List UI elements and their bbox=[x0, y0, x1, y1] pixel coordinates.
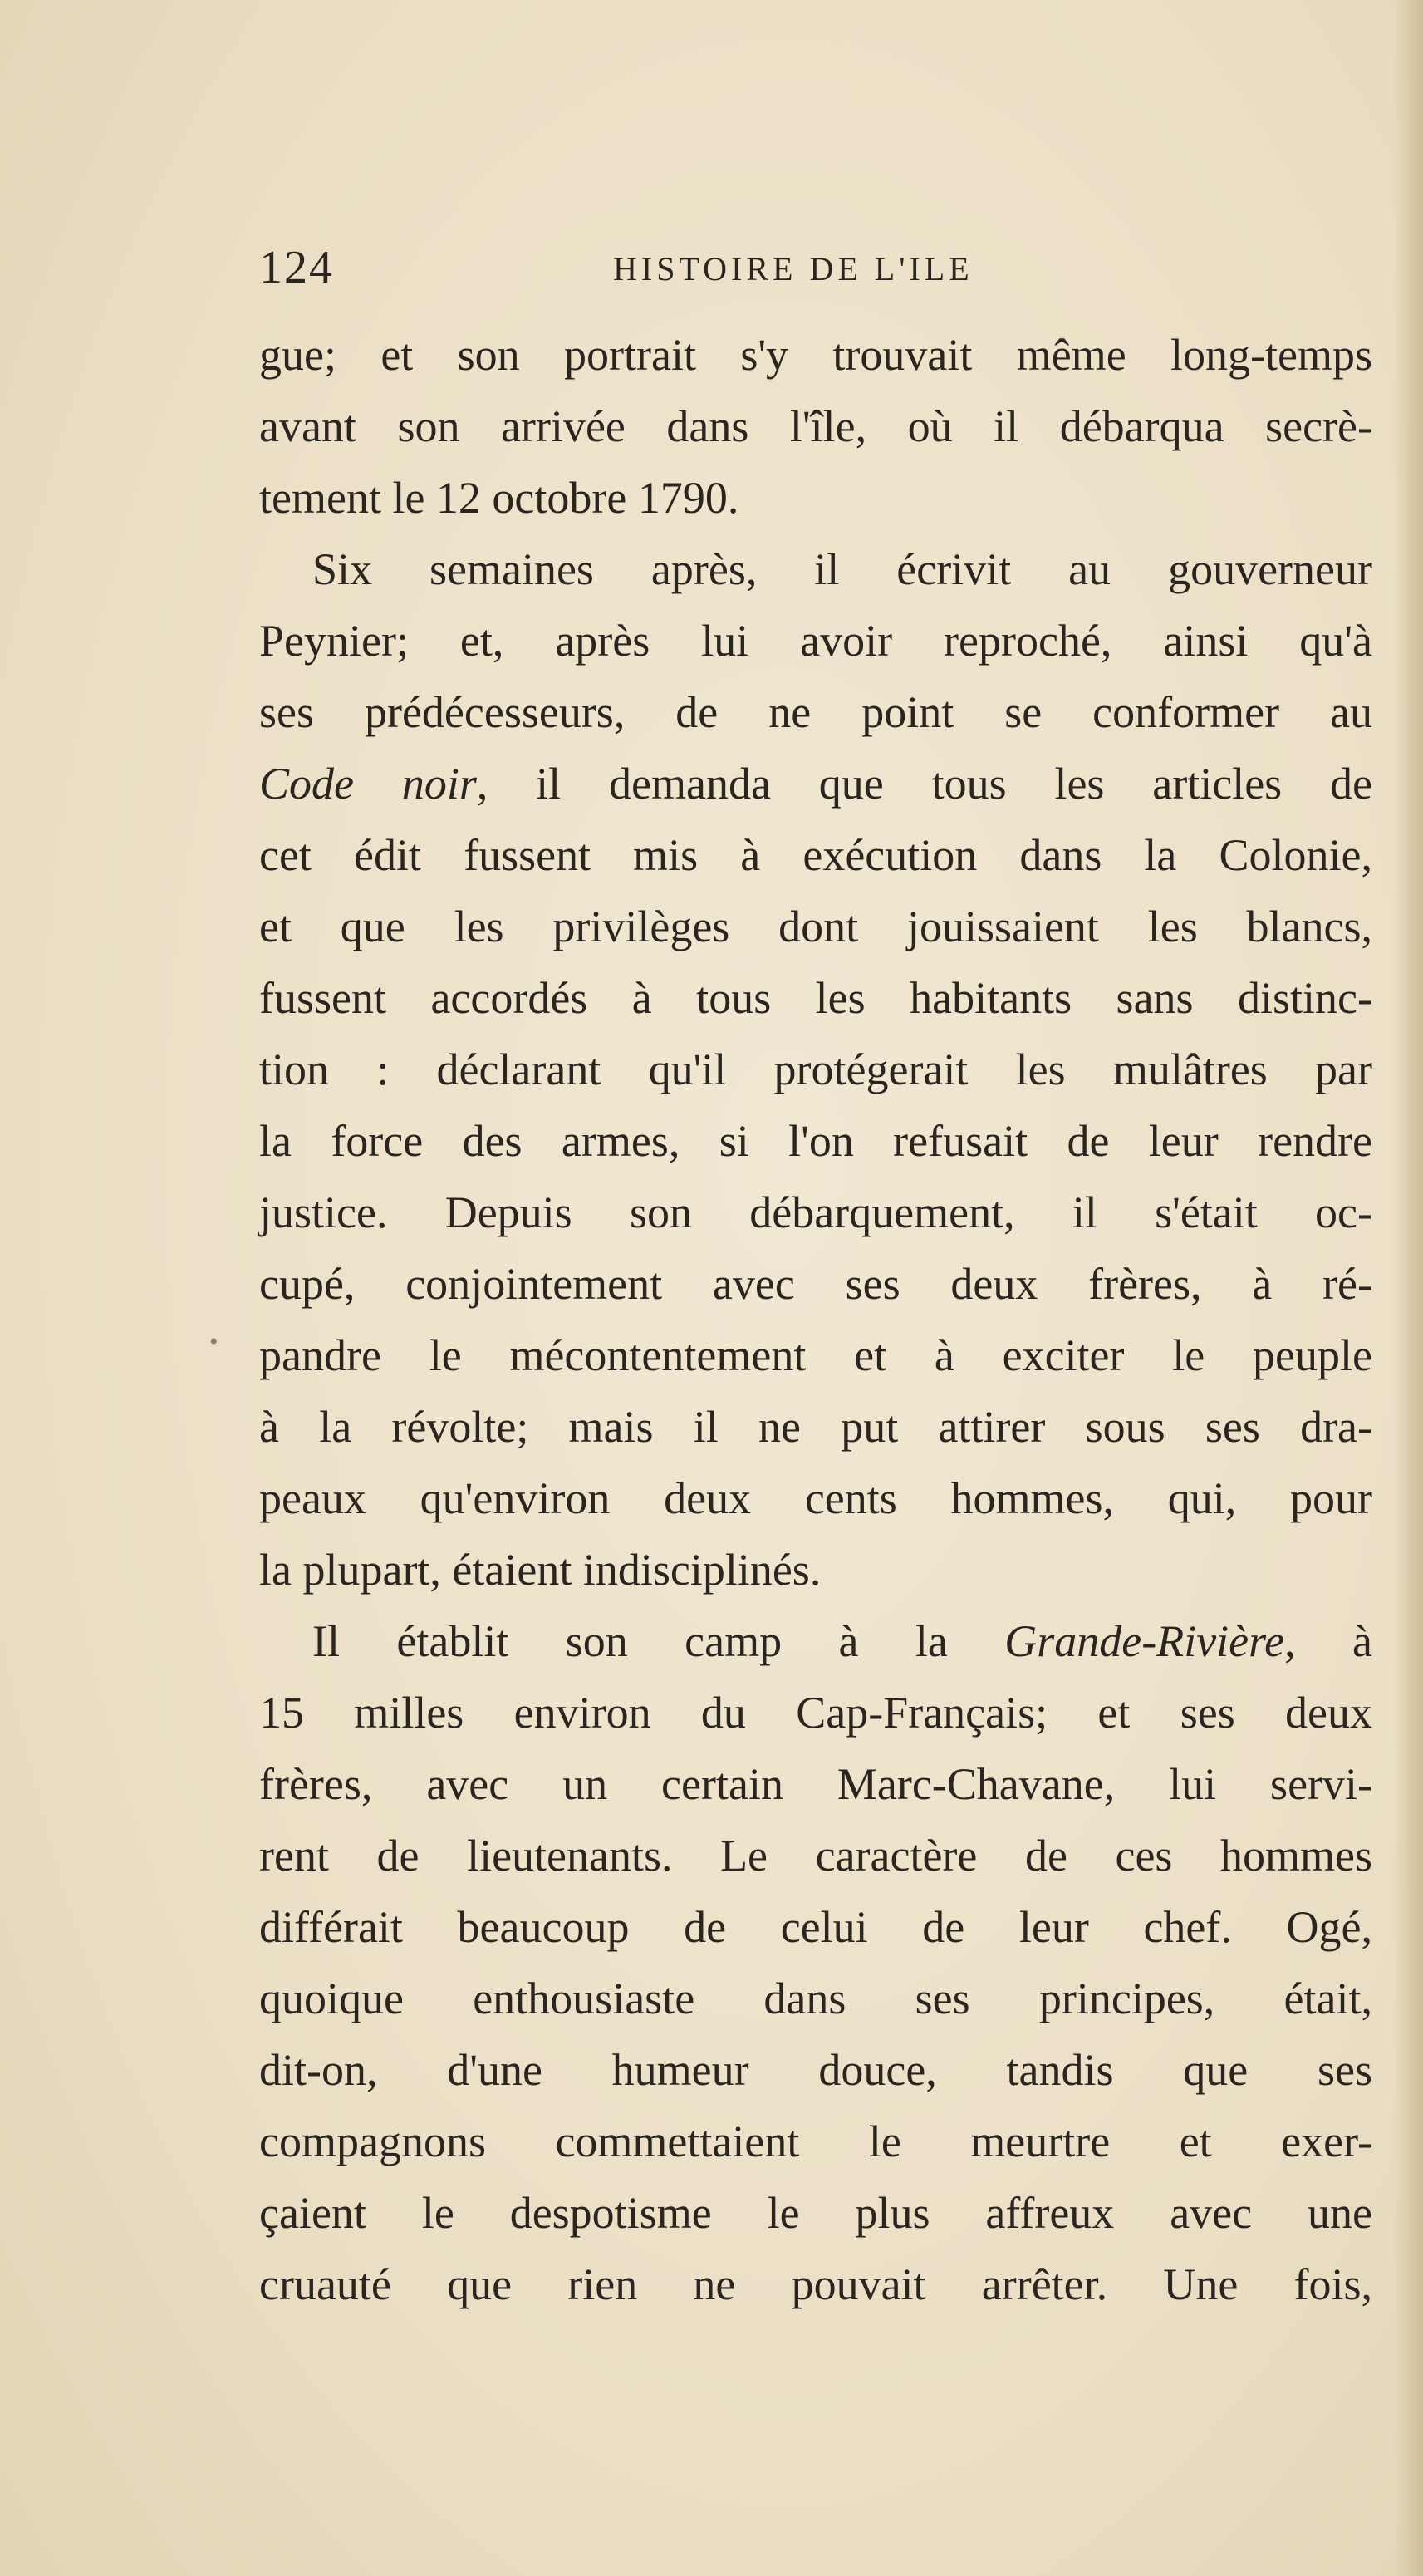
text-line: pandre le mécontentement et à exciter le peuple bbox=[259, 1330, 1372, 1380]
text-line: à la révolte; mais il ne put attirer sous ses dra- bbox=[259, 1402, 1372, 1452]
page-number: 124 bbox=[259, 242, 334, 293]
running-title: HISTOIRE DE L'ILE bbox=[613, 250, 974, 288]
text-line: Peynier; et, après lui avoir reproché, ainsi qu'à bbox=[259, 616, 1372, 666]
text-line: compagnons commettaient le meurtre et exer- bbox=[259, 2116, 1372, 2166]
page-edge-shadow bbox=[1393, 0, 1423, 2576]
text-line: justice. Depuis son débarquement, il s'était oc- bbox=[259, 1187, 1372, 1237]
text-line: rent de lieutenants. Le caractère de ces hommes bbox=[259, 1831, 1372, 1880]
text-line: et que les privilèges dont jouissaient les blancs, bbox=[259, 902, 1372, 951]
text-line: Six semaines après, il écrivit au gouverneur bbox=[312, 544, 1372, 594]
text-fragment: , à bbox=[1284, 1616, 1372, 1666]
text-line: fussent accordés à tous les habitants sans distinc- bbox=[259, 973, 1372, 1023]
text-fragment: Il établit son camp à la bbox=[312, 1616, 1005, 1666]
text-line: dit-on, d'une humeur douce, tandis que ses bbox=[259, 2045, 1372, 2095]
text-line: la plupart, étaient indisciplinés. bbox=[259, 1545, 822, 1595]
text-line: différait beaucoup de celui de leur chef. Ogé, bbox=[259, 1902, 1372, 1952]
text-line: peaux qu'environ deux cents hommes, qui, pour bbox=[259, 1473, 1372, 1523]
text-line-mixed bbox=[259, 748, 1372, 819]
margin-mark: • bbox=[209, 1328, 218, 1355]
text-fragment: , il demanda que tous les articles de bbox=[476, 759, 1372, 809]
text-line: gue; et son portrait s'y trouvait même long-temps bbox=[259, 330, 1372, 380]
text-line: la force des armes, si l'on refusait de leur rendre bbox=[259, 1116, 1372, 1166]
text-line: cet édit fussent mis à exécution dans la Colonie, bbox=[259, 830, 1372, 880]
body-text bbox=[259, 319, 1372, 2320]
text-line: 15 milles environ du Cap-Français; et ses deux bbox=[259, 1688, 1372, 1738]
text-line-mixed bbox=[259, 1605, 1372, 1677]
text-line: ses prédécesseurs, de ne point se conformer au bbox=[259, 687, 1372, 737]
italic-phrase: Grande-Rivière bbox=[1004, 1616, 1285, 1666]
running-head bbox=[259, 241, 1372, 299]
text-line: tement le 12 octobre 1790. bbox=[259, 473, 739, 523]
text-line: tion : déclarant qu'il protégerait les mulâtres par bbox=[259, 1045, 1372, 1094]
text-line: avant son arrivée dans l'île, où il débarqua secrè- bbox=[259, 401, 1372, 451]
text-line: frères, avec un certain Marc-Chavane, lui servi- bbox=[259, 1759, 1372, 1809]
text-line: quoique enthousiaste dans ses principes, était, bbox=[259, 1974, 1372, 2023]
italic-phrase: Code noir bbox=[259, 759, 477, 809]
text-line: cupé, conjointement avec ses deux frères, à ré- bbox=[259, 1259, 1372, 1309]
text-line: çaient le despotisme le plus affreux avec une bbox=[259, 2188, 1372, 2238]
text-line: cruauté que rien ne pouvait arrêter. Une fois, bbox=[259, 2259, 1372, 2309]
